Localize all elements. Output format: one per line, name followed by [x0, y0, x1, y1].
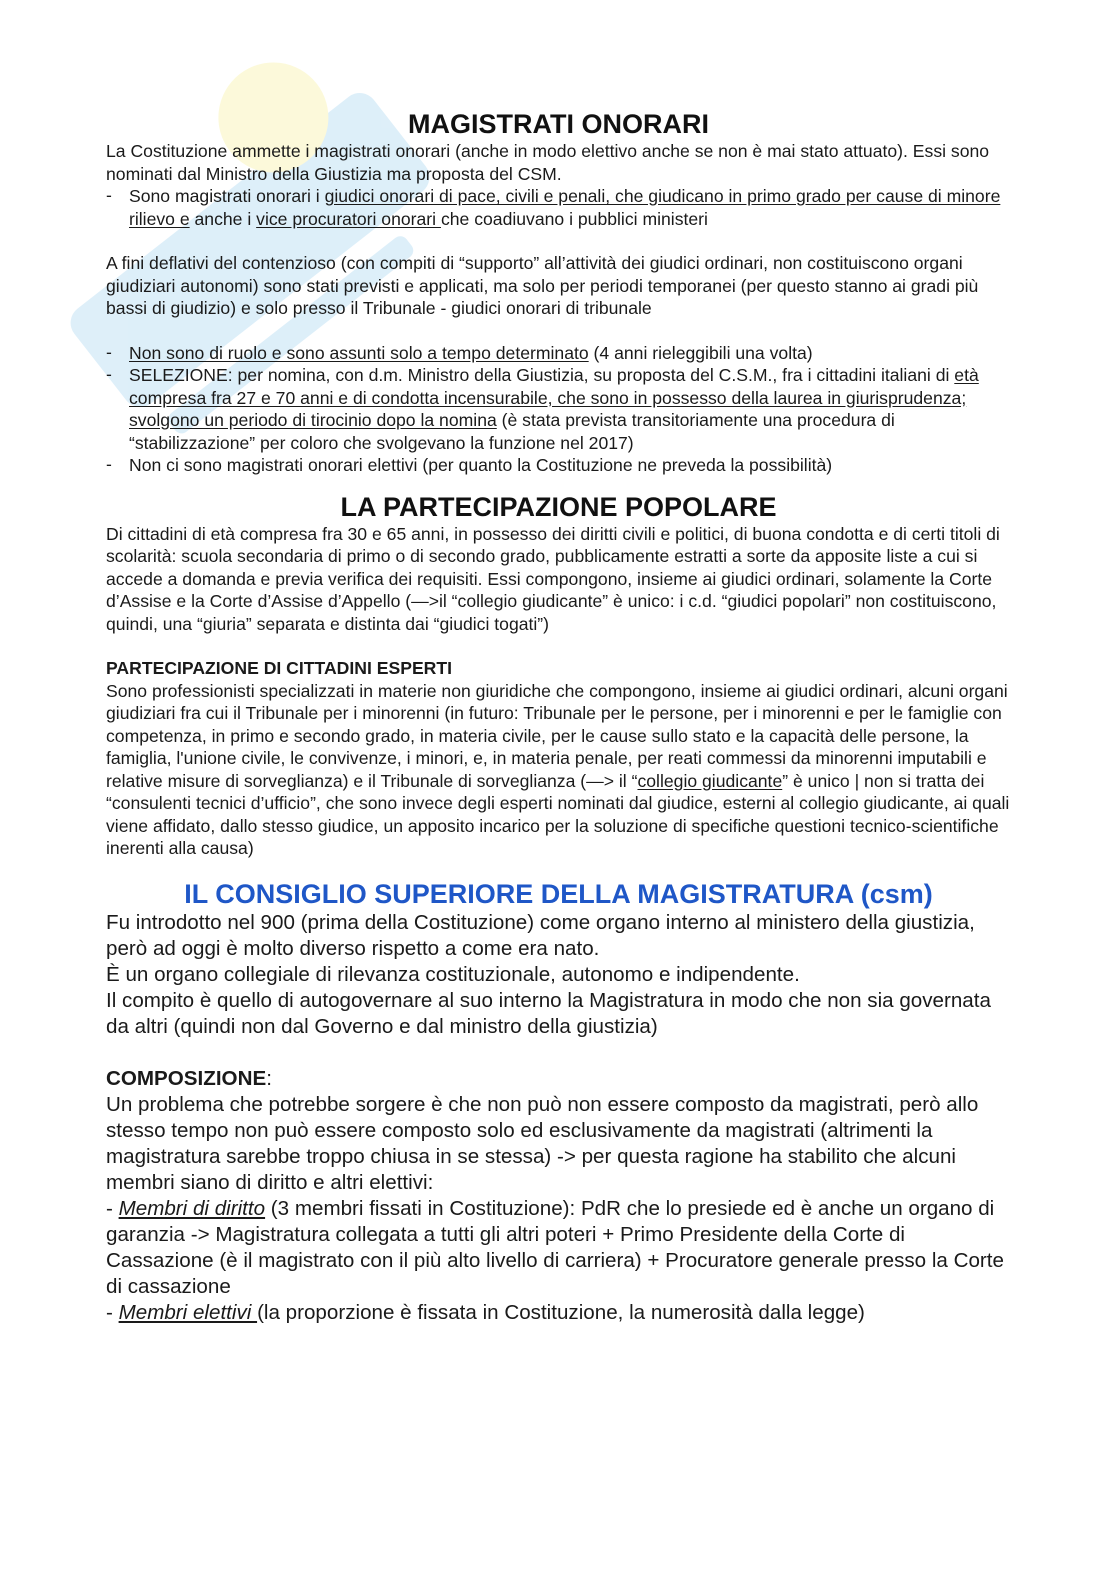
list-item: [106, 185, 1011, 230]
underlined-text: età compresa fra 27 e 70 anni e di condotta incensurabile, che sono in possesso della laurea in giurisprudenza; svolgono un periodo di tirocinio dopo la nomina: [129, 365, 979, 430]
list-item: [106, 1300, 1011, 1326]
text: -: [106, 1300, 119, 1324]
underlined-text: Membri di diritto: [118, 1196, 266, 1220]
bullet-list: [106, 342, 1011, 477]
text: ” è unico | non si tratta dei “consulenti tecnici d’ufficio”, che sono invece degli esperti nominati dal giudice, esterni al collegio giudicante, ai quali viene affidato, dallo stesso giudice, un apposito incarico per la soluzione di specifiche questioni tecnico-scientifiche inerenti alla causa): [106, 770, 1010, 858]
text: Sono magistrati onorari i: [129, 186, 325, 206]
section-title-csm: IL CONSIGLIO SUPERIORE DELLA MAGISTRATURA (csm): [184, 878, 933, 909]
paragraph: Fu introdotto nel 900 (prima della Costituzione) come organo interno al ministero della giustizia, però ad oggi è molto diverso rispetto a come era nato.: [106, 910, 975, 960]
list-item: - Non ci sono magistrati onorari elettivi (per quanto la Costituzione ne preveda la possibilità): [106, 454, 1011, 477]
subheading-label: COMPOSIZIONE: [106, 1066, 267, 1090]
paragraph: Il compito è quello di autogovernare al suo interno la Magistratura in modo che non sia governata da altri (quindi non dal Governo e dal ministro della giustizia): [106, 988, 991, 1038]
paragraph: Un problema che potrebbe sorgere è che non può non essere composto da magistrati, però allo stesso tempo non può essere composto solo ed esclusivamente da magistrati (altrimenti la magistratura sarebbe troppo chiusa in se stessa) -> per questa ragione ha stabilito che alcuni membri siano di diritto e altri elettivi:: [106, 1092, 979, 1194]
text: (è stata prevista transitoriamente una procedura di “stabilizzazione” per coloro che svolgevano la funzione nel 2017): [129, 410, 895, 453]
subheading: PARTECIPAZIONE DI CITTADINI ESPERTI: [106, 658, 453, 678]
list-item: [106, 342, 1011, 365]
underlined-text: vice procuratori onorari: [256, 208, 441, 229]
text: che coadiuvano i pubblici ministeri: [440, 208, 708, 229]
section-title-partecipazione-popolare: LA PARTECIPAZIONE POPOLARE: [340, 491, 777, 522]
document-page: [106, 108, 1011, 1326]
list-item: [106, 1196, 1011, 1300]
underlined-text: giudici onorari di pace, civili e penali, che giudicano in primo grado per cause di minore rilievo e: [129, 186, 1001, 229]
paragraph: È un organo collegiale di rilevanza costituzionale, autonomo e indipendente.: [106, 962, 800, 986]
list-item: [106, 364, 1011, 454]
underlined-text: Membri elettivi: [118, 1300, 258, 1324]
bullet-list: [106, 185, 1011, 230]
text: SELEZIONE: per nomina, con d.m. Ministro della Giustizia, su proposta del C.S.M., fra i cittadini italiani di: [129, 365, 955, 385]
subheading: [106, 1066, 1011, 1092]
text: (la proporzione è fissata in Costituzione, la numerosità dalla legge): [257, 1300, 865, 1324]
text: -: [106, 1196, 119, 1220]
paragraph: [106, 680, 1011, 860]
underlined-text: collegio giudicante: [637, 770, 783, 791]
paragraph: La Costituzione ammette i magistrati onorari (anche in modo elettivo anche se non è mai stato attuato). Essi sono nominati dal Ministro della Giustizia ma proposta del CSM.: [106, 141, 990, 184]
section-title-magistrati-onorari: MAGISTRATI ONORARI: [408, 109, 709, 139]
text: anche i: [189, 208, 257, 229]
text: (4 anni rieleggibili una volta): [588, 342, 813, 363]
text: (3 membri fissati in Costituzione): PdR che lo presiede ed è anche un organo di garanzia -> Magistratura collegata a tutti gli altri poteri + Primo Presidente della Corte di Cassazione (è il magistrato con il più alto livello di carriera) + Procuratore generale presso la Corte di cassazione: [106, 1196, 1004, 1298]
underlined-text: Non sono di ruolo e sono assunti solo a tempo determinato: [129, 342, 589, 363]
text: Sono professionisti specializzati in materie non giuridiche che compongono, insieme ai giudici ordinari, alcuni organi giudiziari fra cui il Tribunale per i minorenni (in futuro: Tribunale per le persone, per i minorenni e per le famiglie con competenza, in primo e secondo grado, in materia civile, per le cause sullo stato e la capacità delle persone, la famiglia, l'unione civile, le convivenze, i minori, e, in materia penale, per reati commessi da minorenni imputabili e relative misure di sorveglianza) e il Tribunale di sorveglianza (—> il “: [106, 680, 1008, 791]
paragraph: Di cittadini di età compresa fra 30 e 65 anni, in possesso dei diritti civili e politici, di buona condotta e di certi titoli di scolarità: scuola secondaria di primo o di secondo grado, pubblicamente estratti a sorte da apposite liste a cui si accede a domanda e previa verifica dei requisiti. Essi compongono, insieme ai giudici ordinari, solamente la Corte d’Assise e la Corte d’Assise d’Appello (—>il “collegio giudicante” è unico: i c.d. “giudici popolari” non costituiscono, quindi, una “giuria” separata e distinta dai “giudici togati”): [106, 523, 1000, 634]
text: :: [266, 1066, 272, 1090]
paragraph: A fini deflativi del contenzioso (con compiti di “supporto” all’attività dei giudici ordinari, non costituiscono organi giudiziari autonomi) sono stati previsti e applicati, ma solo per periodi temporanei (per questo stanno ai gradi più bassi di giudizio) e solo presso il Tribunale - giudici onorari di tribunale: [106, 253, 979, 318]
